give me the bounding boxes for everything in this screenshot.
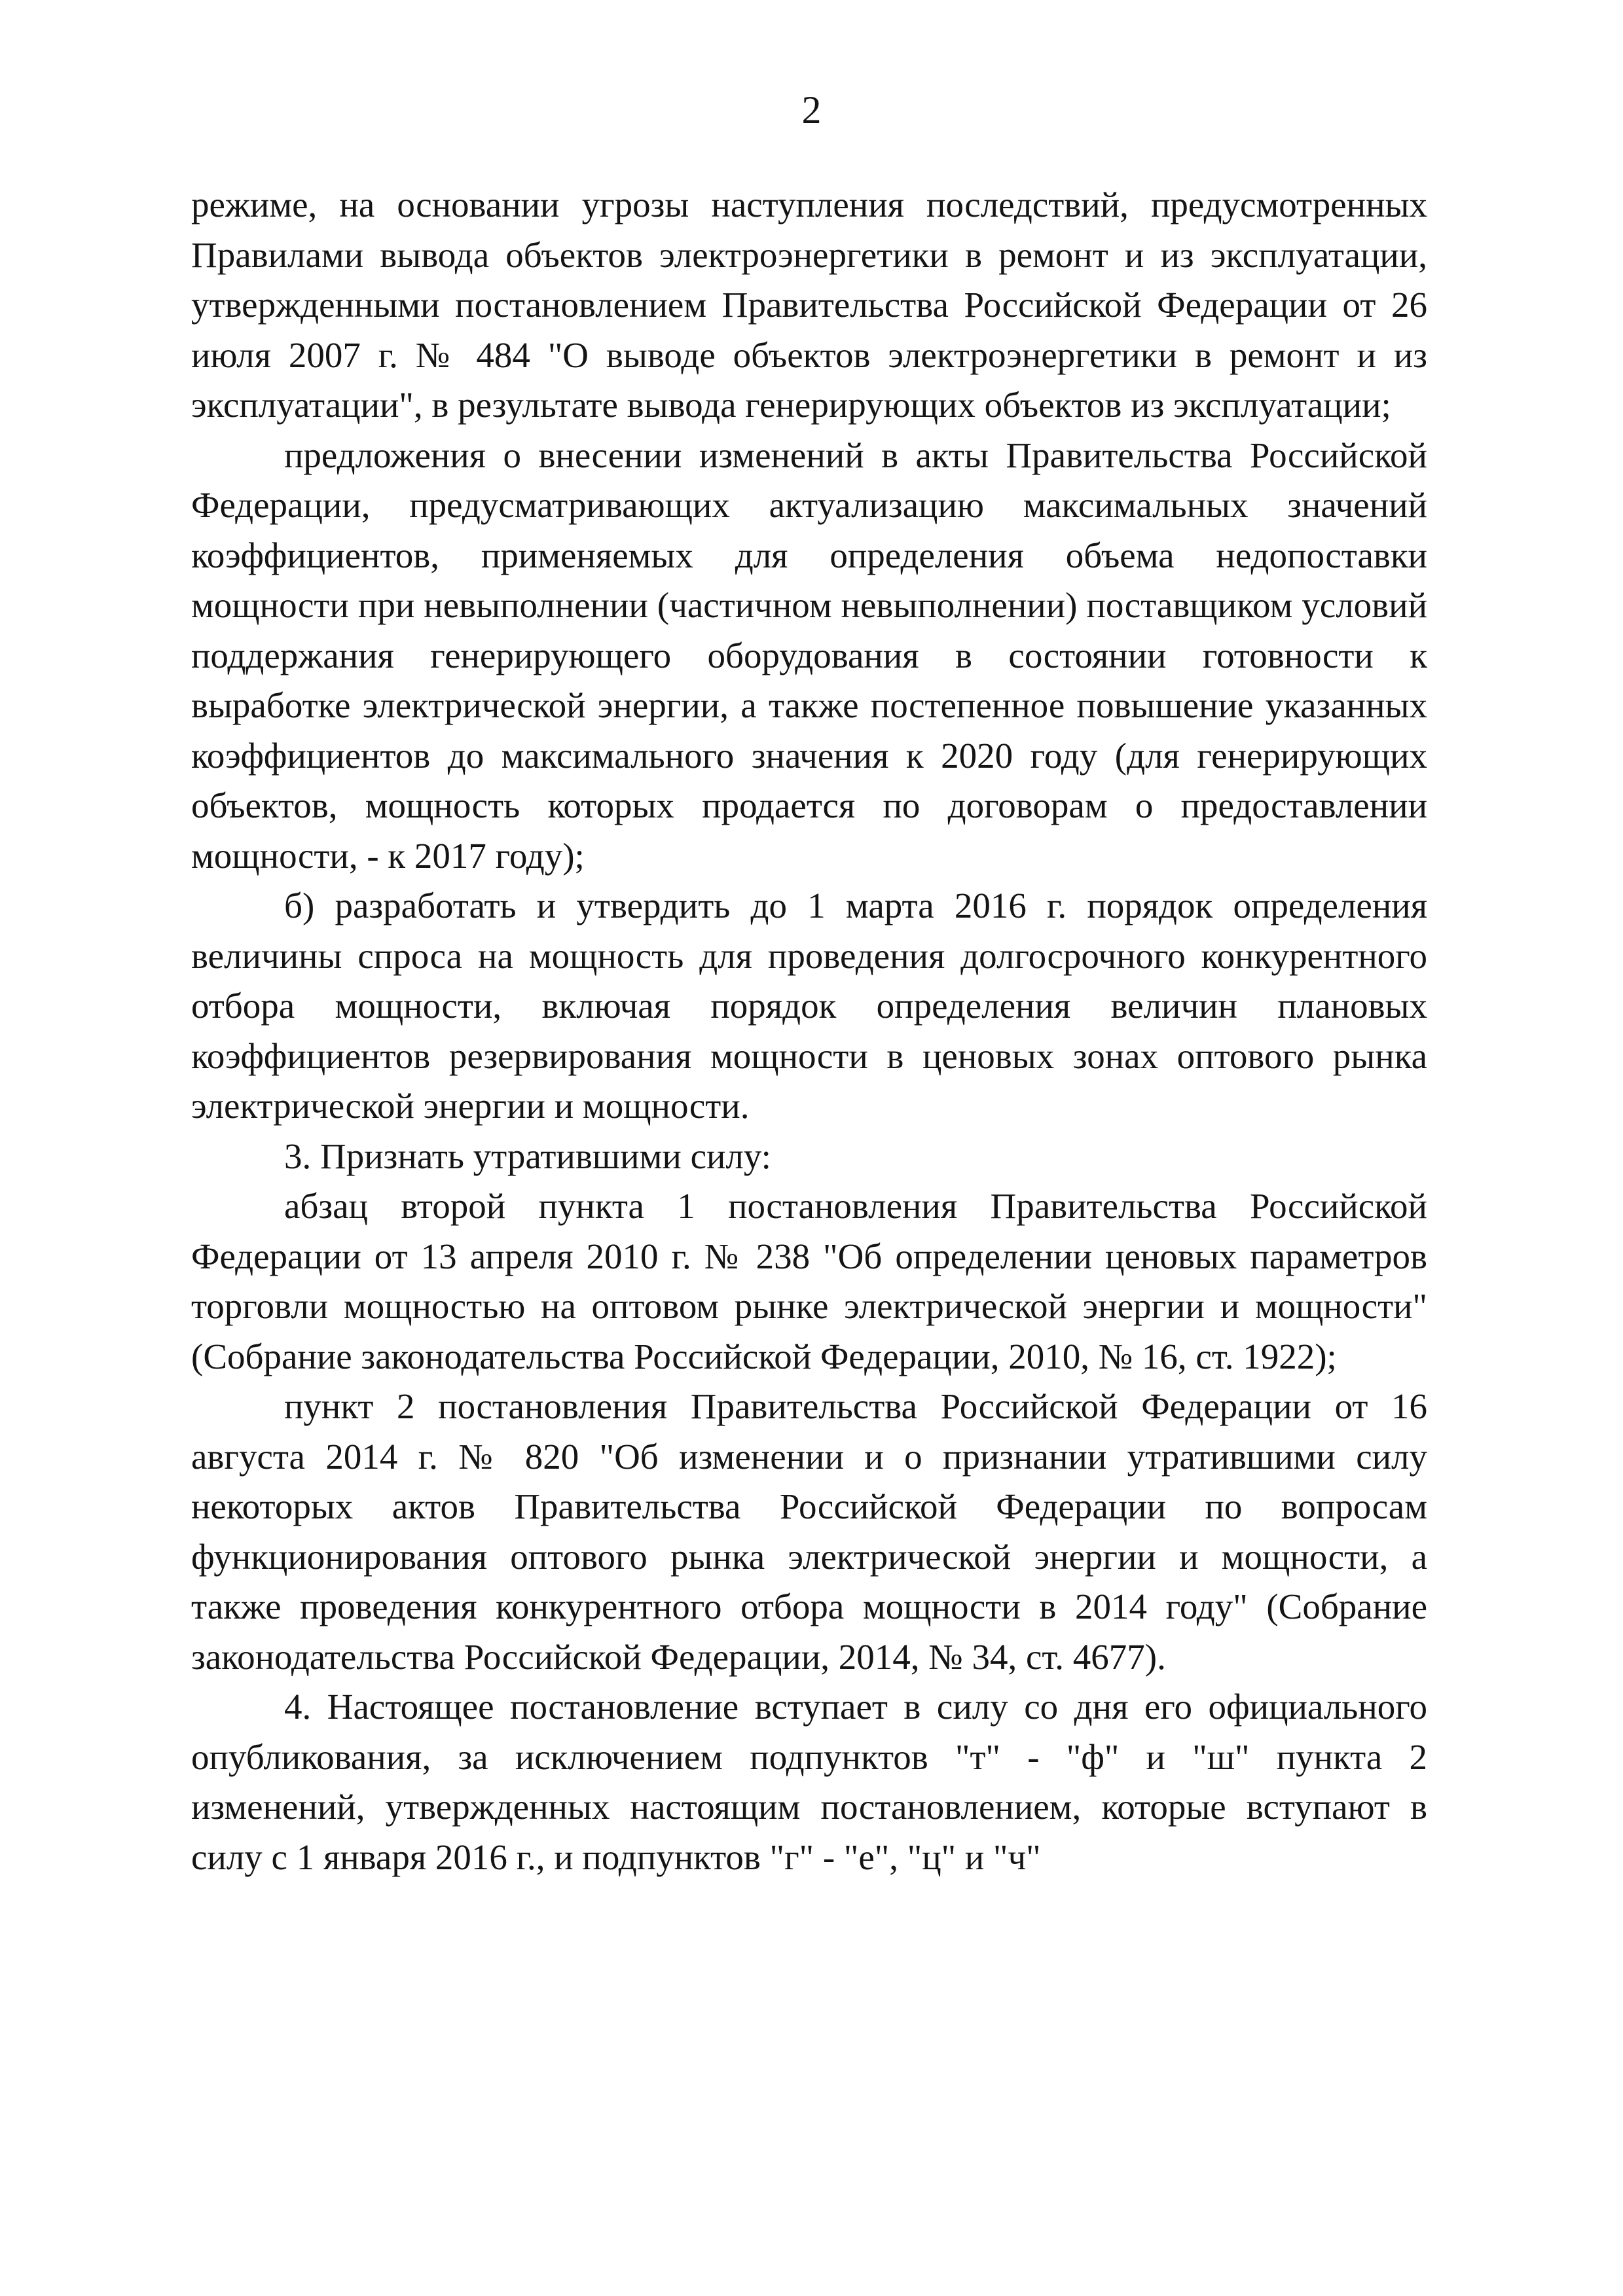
paragraph-item-3: 3. Признать утратившими силу: bbox=[284, 1136, 771, 1176]
paragraph-item-b: б) разработать и утвердить до 1 марта 2016 г. порядок определения величины спроса на мощность для проведения долгосрочного конкурентного отбора мощности, включая порядок определения величин плановых коэффициентов резервирования мощности в ценовых зонах оптового рынка электрической энергии и мощности. bbox=[191, 886, 1427, 1126]
paragraph-continuation: режиме, на основании угрозы наступления последствий, предусмотренных Правилами вывода объектов электроэнергетики в ремонт и из эксплуатации, утвержденными постановлением Правительства Российской Федерации от 26 июля 2007 г. № 484 "О выводе объектов электроэнергетики в ремонт и из эксплуатации", в результате вывода генерирующих объектов из эксплуатации; bbox=[191, 185, 1427, 425]
paragraph-proposals: предложения о внесении изменений в акты Правительства Российской Федерации, предусматривающих актуализацию максимальных значений коэффициентов, применяемых для определения объема недопоставки мощности при невыполнении (частичном невыполнении) поставщиком условий поддержания генерирующего оборудования в состоянии готовности к выработке электрической энергии, а также постепенное повышение указанных коэффициентов до максимального значения к 2020 году (для генерирующих объектов, мощность которых продается по договорам о предоставлении мощности, - к 2017 году); bbox=[191, 435, 1427, 876]
paragraph-abzats: абзац второй пункта 1 постановления Правительства Российской Федерации от 13 апреля 2010 г. № 238 "Об определении ценовых параметров торговли мощностью на оптовом рынке электрической энергии и мощности" (Собрание законодательства Российской Федерации, 2010, № 16, ст. 1922); bbox=[191, 1186, 1427, 1376]
page-number: 2 bbox=[801, 88, 822, 132]
paragraph-punkt-2: пункт 2 постановления Правительства Российской Федерации от 16 августа 2014 г. № 820 "Об изменении и о признании утратившими силу некоторых актов Правительства Российской Федерации по вопросам функционирования оптового рынка электрической энергии и мощности, а также проведения конкурентного отбора мощности в 2014 году" (Собрание законодательства Российской Федерации, 2014, № 34, ст. 4677). bbox=[191, 1386, 1427, 1677]
document-body bbox=[191, 180, 1427, 1882]
paragraph-item-4: 4. Настоящее постановление вступает в силу со дня его официального опубликования, за исключением подпунктов "т" - "ф" и "ш" пункта 2 изменений, утвержденных настоящим постановлением, которые вступают в силу с 1 января 2016 г., и подпунктов "г" - "е", "ц" и "ч" bbox=[191, 1687, 1427, 1877]
